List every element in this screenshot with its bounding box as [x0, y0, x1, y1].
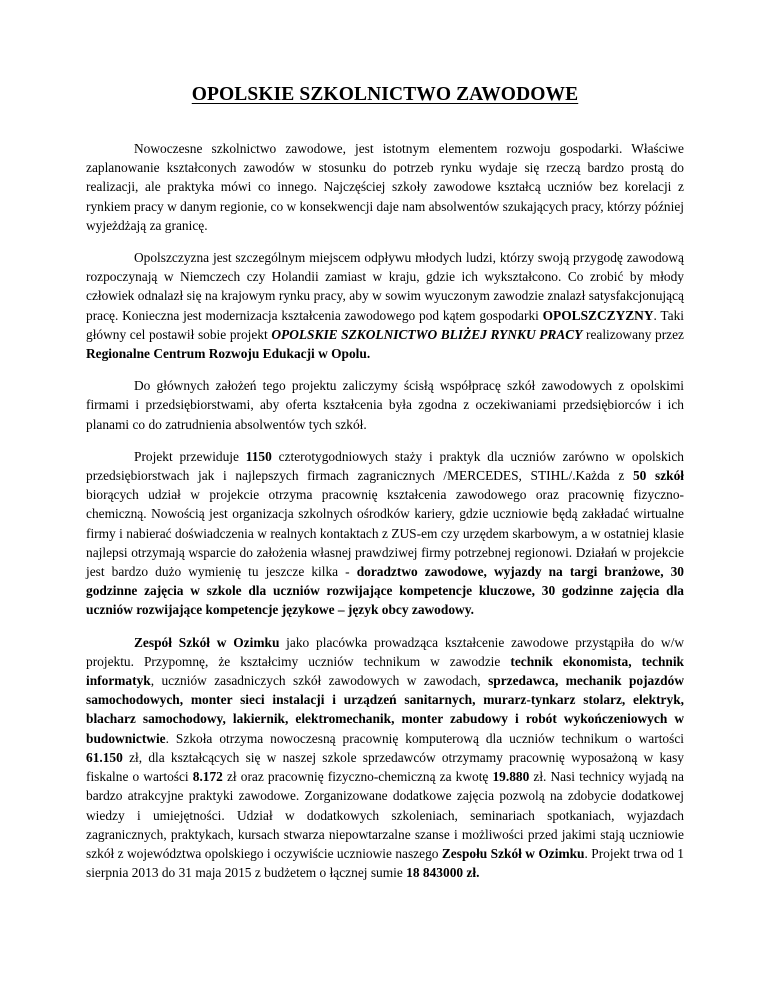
text-run: biorących udział w projekcie otrzyma pracownię kształcenia zawodowego oraz pracownię fizyczno-chemiczną. Nowością jest organizacja szkolnych ośrodków kariery, gdzie uczniowie będą zakładać wirtualne firmy i nabierać doświadczenia w realnych kontaktach z ZUS-em czy urzędem skarbowym, a w ostatniej klasie najlepsi otrzymają wsparcie do założenia własnej prawdziwej firmy potrzebnej regionowi. Działań w projekcie jest bardzo dużo wymienię tu jeszcze kilka -	[86, 487, 684, 580]
document-page	[86, 84, 684, 895]
emphasized-text: 18 843000 zł.	[406, 865, 480, 881]
emphasized-text: OPOLSZCZYZNY	[542, 307, 654, 323]
emphasized-text: 50 szkół	[632, 468, 684, 484]
emphasized-text: 61.150	[86, 749, 123, 765]
text-run: jako placówka prowadząca kształcenie zawodowe przystąpiła do w/w projektu. Przypomnę, że kształcimy uczniów technikum w zawodzie	[86, 634, 684, 669]
emphasized-text: sprzedawca, mechanik pojazdów samochodowych, monter sieci instalacji i urządzeń sanitarnych, murarz-tynkarz stolarz, elektryk, blacharz samochodowy, lakiernik, elektromechanik, monter zabudowy i robót wykończeniowych w budownictwie	[86, 673, 684, 746]
text-run: Opolszczyzna jest szczególnym miejscem odpływu młodych ludzi, którzy swoją przygodę zawodową rozpoczynają w Niemczech czy Holandii zamiast w kraju, gdzie ich wykształcono. Co zrobić by młody człowiek odnalazł się na krajowym rynku pracy, aby w sowim wyuczonym zawodzie znalazł satysfakcjonującą pracę. Konieczna jest modernizacja kształcenia zawodowego pod kątem gospodarki	[86, 250, 684, 323]
document-title: OPOLSKIE SZKOLNICTWO ZAWODOWE	[191, 84, 579, 105]
text-run: Do głównych założeń tego projektu zaliczymy ścisłą współpracę szkół zawodowych z opolskimi firmami i przedsiębiorstwami, aby oferta kształcenia była zgodna z oczekiwaniami przedsiębiorców i ich planami co do zatrudnienia absolwentów tych szkół.	[86, 378, 684, 432]
text-run: . Projekt trwa od 1 sierpnia 2013 do 31 maja 2015 z budżetem o łącznej sumie	[86, 845, 684, 881]
document-body	[86, 139, 684, 882]
text-run: Projekt przewiduje	[134, 448, 246, 464]
emphasized-text: doradztwo zawodowe, wyjazdy na targi branżowe, 30 godzinne zajęcia w szkole dla uczniów rozwijające kompetencje kluczowe, 30 godzinne zajęcia dla uczniów rozwijające kompetencje językowe – język obcy zawodowy.	[86, 564, 684, 618]
text-run: czterotygodniowych staży i praktyk dla uczniów zarówno w opolskich przedsiębiorstwach jak i najlepszych firmach zagranicznych /MERCEDES, STIHL/.Każda z	[86, 448, 684, 484]
emphasized-text: 19.880	[492, 769, 530, 785]
body-paragraph	[86, 447, 684, 620]
text-run: zł oraz pracownię fizyczno-chemiczną za kwotę	[222, 769, 493, 785]
body-paragraph	[86, 633, 684, 883]
emphasized-text: technik ekonomista, technik informatyk	[86, 653, 684, 689]
text-run: zł. Nasi technicy wyjadą na bardzo atrakcyjne praktyki zawodowe. Zorganizowane dodatkowe zajęcia pozwolą na zdobycie dodatkowej wiedzy i umiejętności. Udział w dodatkowych szkoleniach, seminariach spotkaniach, wyjazdach zagranicznych, praktykach, kursach stwarza niepowtarzalne szanse i możliwości przed jakimi stają uczniowie szkół z województwa opolskiego i oczywiście uczniowie naszego	[86, 769, 684, 861]
emphasized-text: Zespół Szkół w Ozimku	[134, 634, 280, 650]
body-paragraph	[86, 376, 684, 434]
text-run: , uczniów zasadniczych szkół zawodowych w zawodach,	[150, 673, 489, 689]
text-run: realizowany przez	[582, 326, 685, 342]
text-run: Nowoczesne szkolnictwo zawodowe, jest istotnym elementem rozwoju gospodarki. Właściwe zaplanowanie kształconych zawodów w stosunku do potrzeb rynku wydaje się rzeczą bardzo prostą do realizacji, ale praktyka mówi co innego. Najczęściej szkoły zawodowe kształcą uczniów bez korelacji z rynkiem pracy w danym regionie, co w konsekwencji daje nam absolwentów szukających pracy, którzy później wyjeżdżają za granicę.	[86, 141, 684, 233]
body-paragraph	[86, 248, 684, 363]
emphasized-text: Zespołu Szkół w Ozimku	[441, 845, 585, 861]
body-paragraph	[86, 139, 684, 235]
emphasized-text: Regionalne Centrum Rozwoju Edukacji w Opolu.	[86, 346, 371, 362]
emphasized-text: 8.172	[192, 769, 223, 785]
text-run: zł, dla kształcących się w naszej szkole sprzedawców otrzymamy pracownię wyposażoną w kasy fiskalne o wartości	[86, 749, 684, 785]
text-run: . Taki główny cel postawił sobie projekt	[86, 307, 684, 342]
emphasized-text: OPOLSKIE SZKOLNICTWO BLIŻEJ RYNKU PRACY	[271, 326, 583, 342]
text-run: . Szkoła otrzyma nowoczesną pracownię komputerową dla uczniów technikum o wartości	[165, 730, 684, 746]
emphasized-text: 1150	[245, 448, 272, 464]
